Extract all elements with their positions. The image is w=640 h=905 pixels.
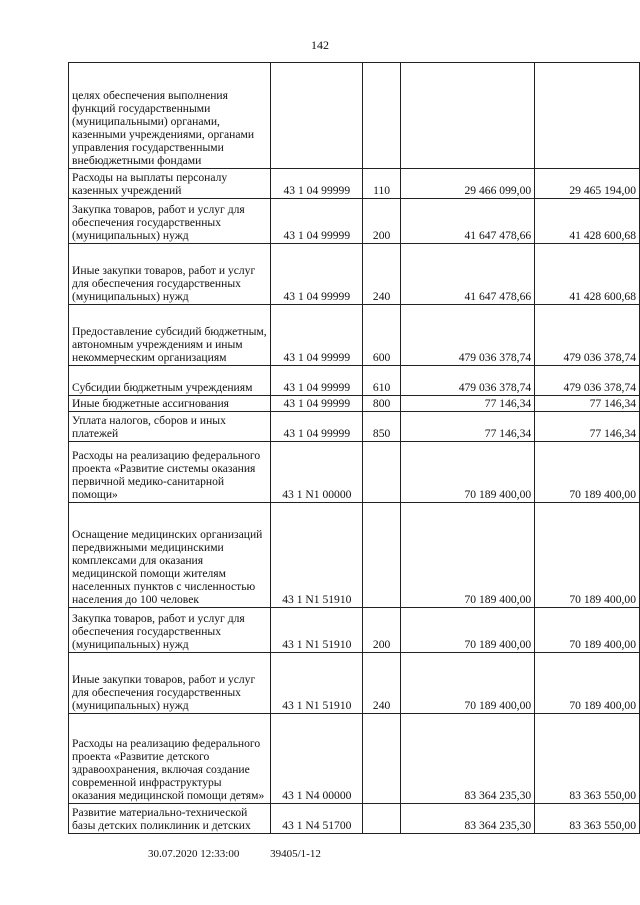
row-target-article: 43 1 N4 00000 (271, 714, 363, 804)
row-expense-type: 610 (363, 366, 400, 396)
table-row (69, 199, 640, 244)
row-amount-2: 41 428 600,68 (535, 244, 640, 305)
row-name: Субсидии бюджетным учреждениям (69, 366, 271, 396)
row-expense-type: 850 (363, 412, 400, 442)
document-footer (148, 848, 349, 860)
row-amount-1: 479 036 378,74 (400, 305, 534, 366)
row-expense-type (363, 442, 400, 503)
table-row (69, 503, 640, 608)
row-amount-2: 83 363 550,00 (535, 804, 640, 834)
row-name: Развитие материально-технической базы детских поликлиник и детских (69, 804, 271, 834)
row-expense-type: 240 (363, 244, 400, 305)
table-row (69, 608, 640, 653)
row-amount-1: 41 647 478,66 (400, 199, 534, 244)
row-expense-type (363, 714, 400, 804)
row-target-article: 43 1 04 99999 (271, 412, 363, 442)
row-amount-2 (535, 63, 640, 169)
row-amount-1: 41 647 478,66 (400, 244, 534, 305)
table-row (69, 63, 640, 169)
row-expense-type: 110 (363, 169, 400, 199)
footer-doc-code: 39405/1-12 (270, 848, 321, 860)
row-target-article: 43 1 04 99999 (271, 244, 363, 305)
row-amount-1 (400, 63, 534, 169)
row-expense-type: 200 (363, 199, 400, 244)
row-target-article: 43 1 N1 51910 (271, 503, 363, 608)
row-expense-type (363, 804, 400, 834)
row-target-article: 43 1 N1 51910 (271, 608, 363, 653)
row-amount-1: 70 189 400,00 (400, 653, 534, 714)
row-amount-2: 77 146,34 (535, 396, 640, 412)
row-name: Расходы на реализацию федерального проекта «Развитие детского здравоохранения, включая создание современной инфраструктуры оказания медицинской помощи детям» (69, 714, 271, 804)
row-amount-2: 70 189 400,00 (535, 442, 640, 503)
row-target-article (271, 63, 363, 169)
row-target-article: 43 1 04 99999 (271, 396, 363, 412)
budget-table (68, 62, 640, 834)
row-target-article: 43 1 04 99999 (271, 169, 363, 199)
footer-timestamp: 30.07.2020 12:33:00 (148, 848, 240, 860)
row-expense-type (363, 503, 400, 608)
table-row (69, 169, 640, 199)
row-name: Расходы на реализацию федерального проекта «Развитие системы оказания первичной медико-санитарной помощи» (69, 442, 271, 503)
row-expense-type: 240 (363, 653, 400, 714)
row-name: Закупка товаров, работ и услуг для обеспечения государственных (муниципальных) нужд (69, 608, 271, 653)
table-row (69, 305, 640, 366)
row-name: Закупка товаров, работ и услуг для обеспечения государственных (муниципальных) нужд (69, 199, 271, 244)
row-amount-2: 77 146,34 (535, 412, 640, 442)
table-row (69, 442, 640, 503)
row-amount-1: 83 364 235,30 (400, 804, 534, 834)
row-amount-1: 83 364 235,30 (400, 714, 534, 804)
row-name: целях обеспечения выполнения функций государственными (муниципальными) органами, казенными учреждениями, органами управления государственными внебюджетными фондами (69, 63, 271, 169)
row-target-article: 43 1 N1 51910 (271, 653, 363, 714)
row-expense-type: 200 (363, 608, 400, 653)
row-expense-type (363, 63, 400, 169)
row-name: Иные закупки товаров, работ и услуг для обеспечения государственных (муниципальных) нужд (69, 653, 271, 714)
row-target-article: 43 1 04 99999 (271, 305, 363, 366)
row-expense-type: 800 (363, 396, 400, 412)
table-row (69, 653, 640, 714)
row-amount-1: 70 189 400,00 (400, 442, 534, 503)
row-name: Иные закупки товаров, работ и услуг для обеспечения государственных (муниципальных) нужд (69, 244, 271, 305)
row-amount-1: 70 189 400,00 (400, 503, 534, 608)
table-row (69, 366, 640, 396)
row-amount-2: 479 036 378,74 (535, 305, 640, 366)
row-amount-2: 70 189 400,00 (535, 653, 640, 714)
row-name: Расходы на выплаты персоналу казенных учреждений (69, 169, 271, 199)
row-amount-1: 479 036 378,74 (400, 366, 534, 396)
row-amount-2: 83 363 550,00 (535, 714, 640, 804)
row-name: Оснащение медицинских организаций передвижными медицинскими комплексами для оказания медицинской помощи жителям населенных пунктов с численностью населения до 100 человек (69, 503, 271, 608)
row-name: Иные бюджетные ассигнования (69, 396, 271, 412)
row-target-article: 43 1 N4 51700 (271, 804, 363, 834)
table-row (69, 714, 640, 804)
page-number: 142 (311, 38, 329, 52)
row-amount-1: 77 146,34 (400, 396, 534, 412)
row-target-article: 43 1 04 99999 (271, 199, 363, 244)
row-amount-2: 29 465 194,00 (535, 169, 640, 199)
table-row (69, 804, 640, 834)
table-row (69, 396, 640, 412)
row-target-article: 43 1 04 99999 (271, 366, 363, 396)
row-expense-type: 600 (363, 305, 400, 366)
row-amount-1: 29 466 099,00 (400, 169, 534, 199)
row-name: Уплата налогов, сборов и иных платежей (69, 412, 271, 442)
row-amount-2: 479 036 378,74 (535, 366, 640, 396)
row-name: Предоставление субсидий бюджетным, автономным учреждениям и иным некоммерческим организациям (69, 305, 271, 366)
row-amount-2: 70 189 400,00 (535, 608, 640, 653)
row-amount-2: 41 428 600,68 (535, 199, 640, 244)
row-amount-1: 70 189 400,00 (400, 608, 534, 653)
table-row (69, 412, 640, 442)
table-row (69, 244, 640, 305)
row-amount-1: 77 146,34 (400, 412, 534, 442)
row-target-article: 43 1 N1 00000 (271, 442, 363, 503)
row-amount-2: 70 189 400,00 (535, 503, 640, 608)
